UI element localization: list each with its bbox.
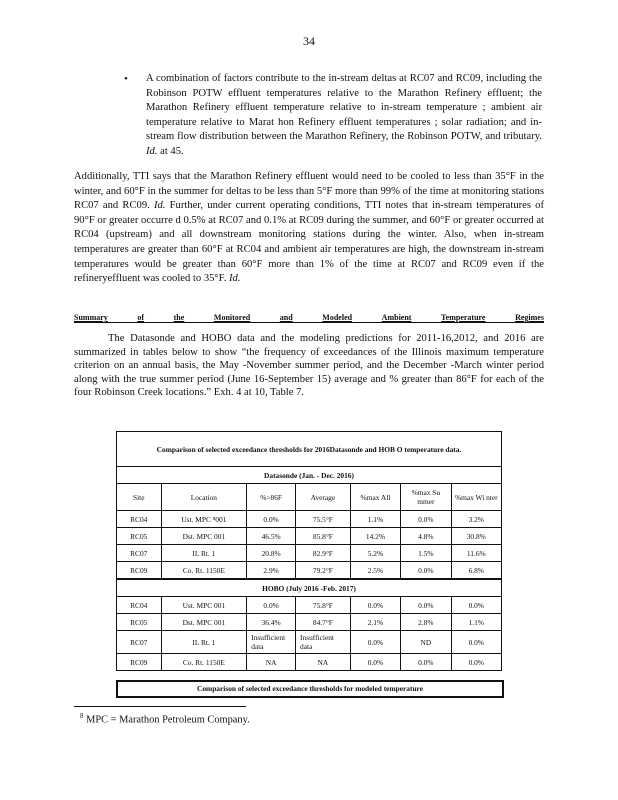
bullet-paragraph — [146, 72, 542, 160]
table-cell: IL Rt. 1 — [161, 631, 247, 654]
table-row — [117, 528, 502, 545]
footnote — [80, 712, 250, 725]
heading-word: Modeled — [322, 313, 353, 322]
table-row — [117, 511, 502, 528]
footnote-rule — [74, 706, 246, 707]
header-cell: Site — [117, 484, 162, 511]
table-cell: NA — [296, 654, 351, 671]
header-cell: %max Wi nter — [451, 484, 501, 511]
para1-part2: Further, under current operating conditions, TTI notes that in-stream temperatures of 90°F or greater occurre d 0.5% at RC07 and 0.1% at RC09 during the summer, and 60°F or greater occurred at RC04 (upstream) and all downstream monitoring stations during the winter. Also, when in-stream temperatures are greater than 60°F at RC04 and ambient air temperatures are high, the downstream in-stream temperatures would be greater than 60°F more than 1% of the time at RC07 and RC09 even if the refineryeffluent was cooled to 35°F. — [74, 200, 544, 285]
table-cell: 1.1% — [350, 511, 400, 528]
table-cell: RC07 — [117, 545, 162, 562]
table-cell: 75.8°F — [296, 597, 351, 614]
table-row — [117, 597, 502, 614]
table-row — [117, 562, 502, 580]
table-cell: RC05 — [117, 614, 162, 631]
table-cell: 0.0% — [350, 654, 400, 671]
table-cell: 4.8% — [401, 528, 451, 545]
heading-word: Ambient — [381, 313, 412, 322]
table-cell: 5.2% — [350, 545, 400, 562]
table-cell: Ust. MPC 001 — [161, 597, 247, 614]
table-row — [117, 654, 502, 671]
table-cell: 84.7°F — [296, 614, 351, 631]
table-cell: IL Rt. 1 — [161, 545, 247, 562]
table-cell: 1.5% — [401, 545, 451, 562]
table-cell: 75.5°F — [296, 511, 351, 528]
table-row — [117, 545, 502, 562]
table-cell: RC09 — [117, 654, 162, 671]
table-cell: Ust. MPC ⁸001 — [161, 511, 247, 528]
table-cell: 2.9% — [247, 562, 296, 580]
heading-word: Regimes — [515, 313, 544, 322]
table-cell: 14.2% — [350, 528, 400, 545]
table-cell: 0.0% — [247, 511, 296, 528]
table-cell: ND — [401, 631, 451, 654]
heading-rule — [74, 322, 544, 323]
paragraph-additionally — [74, 170, 544, 287]
table-cell: 0.0% — [451, 654, 501, 671]
table-cell: Dst. MPC 001 — [161, 614, 247, 631]
header-cell: %max All — [350, 484, 400, 511]
table-cell: 20.8% — [247, 545, 296, 562]
heading-word: and — [279, 313, 293, 322]
table-cell: 30.8% — [451, 528, 501, 545]
table-cell: 2.1% — [350, 614, 400, 631]
para2-text: The Datasonde and HOBO data and the modeling predictions for 2011-16,2012, and 2016 are summarized in tables below to show “the frequency of exceedances of the Illinois maximum temperature criterion on an annual basis, the May -November summer period, and the December -March winter period along with the true summer period (June 16-September 15) average and % greater than 86°F for each of the four Robinson Creek locations.” Exh. 4 at 10, Table 7. — [74, 333, 544, 399]
table-cell: RC05 — [117, 528, 162, 545]
para1-citation-2: Id. — [229, 273, 241, 285]
table-row — [117, 631, 502, 654]
table-cell: 0.0% — [401, 562, 451, 580]
table-cell: Co. Rt. 1150E — [161, 654, 247, 671]
table-cell: RC04 — [117, 511, 162, 528]
table-cell: RC09 — [117, 562, 162, 580]
table-cell: 0.0% — [451, 597, 501, 614]
modeled-table-title: Comparison of selected exceedance thresholds for modeled temperature — [116, 680, 504, 698]
table-title: Comparison of selected exceedance thresholds for 2016Datasonde and HOB O temperature data. — [117, 432, 502, 467]
heading-word: Summary — [74, 313, 108, 322]
table-cell: 0.0% — [401, 511, 451, 528]
heading-word: Temperature — [441, 313, 486, 322]
table-cell: 1.1% — [451, 614, 501, 631]
paragraph-datasonde — [74, 332, 544, 400]
table-cell: RC04 — [117, 597, 162, 614]
table-cell: 11.6% — [451, 545, 501, 562]
table-cell: 2.5% — [350, 562, 400, 580]
bullet-citation-tail: at 45. — [157, 145, 184, 157]
table-cell: 85.8°F — [296, 528, 351, 545]
table-cell: 36.4% — [247, 614, 296, 631]
exceedance-table — [116, 431, 502, 671]
table-cell: Co. Rt. 1150E — [161, 562, 247, 580]
header-cell: %>86F — [247, 484, 296, 511]
bullet-text: A combination of factors contribute to the in-stream deltas at RC07 and RC09, including the Robinson POTW effluent temperatures relative to the Marathon Refinery effluent; the Marathon Refinery effluent temperature relative to in-stream temperature ; ambient air temperature relative to Marat hon Refinery effluent temperatures ; solar radiation; and in- stream flow distribution between the Marathon Refinery, the Robinson POTW, and tributary. — [146, 73, 542, 143]
heading-word: Monitored — [213, 313, 251, 322]
footnote-marker: 8 — [80, 712, 84, 720]
bullet-marker: • — [124, 73, 128, 85]
table-cell: NA — [247, 654, 296, 671]
table-cell: 0.0% — [350, 631, 400, 654]
table-cell: 82.9°F — [296, 545, 351, 562]
header-cell: Average — [296, 484, 351, 511]
table-cell: RC07 — [117, 631, 162, 654]
table-cell: 0.0% — [350, 597, 400, 614]
table-section-datasonde: Datasonde (Jan. - Dec. 2016) — [117, 467, 502, 484]
table-cell: Insufficient data — [247, 631, 296, 654]
table-cell: 2.8% — [401, 614, 451, 631]
table-cell: Insufficient data — [296, 631, 351, 654]
table-cell: 0.0% — [451, 631, 501, 654]
table-cell: 79.2°F — [296, 562, 351, 580]
heading-word: of — [137, 313, 145, 322]
para1-part1: Additionally, TTI says that the Marathon Refinery effluent would need to be cooled to less than 35°F in the winter, and 60°F in the summer for deltas to be less than 5°F more than 99% of the time at monitoring stations RC07 and RC09. — [74, 171, 544, 212]
para1-citation-1: Id. — [153, 200, 166, 212]
bullet-citation: Id. — [146, 145, 158, 157]
table-cell: 0.0% — [401, 597, 451, 614]
header-cell: Location — [161, 484, 247, 511]
table-cell: 46.5% — [247, 528, 296, 545]
table-cell: 6.8% — [451, 562, 501, 580]
table-row — [117, 614, 502, 631]
section-heading — [74, 313, 544, 322]
table-cell: Dst. MPC 001 — [161, 528, 247, 545]
table-cell: 0.0% — [247, 597, 296, 614]
table-cell: 3.2% — [451, 511, 501, 528]
footnote-text: MPC = Marathon Petroleum Company. — [83, 714, 250, 726]
table-section-hobo: HOBO (July 2016 -Feb. 2017) — [117, 579, 502, 597]
table-header-row — [117, 484, 502, 511]
header-cell: %max Su mmer — [401, 484, 451, 511]
table-cell: 0.0% — [401, 654, 451, 671]
page-number: 34 — [303, 34, 315, 48]
heading-word: the — [173, 313, 185, 322]
